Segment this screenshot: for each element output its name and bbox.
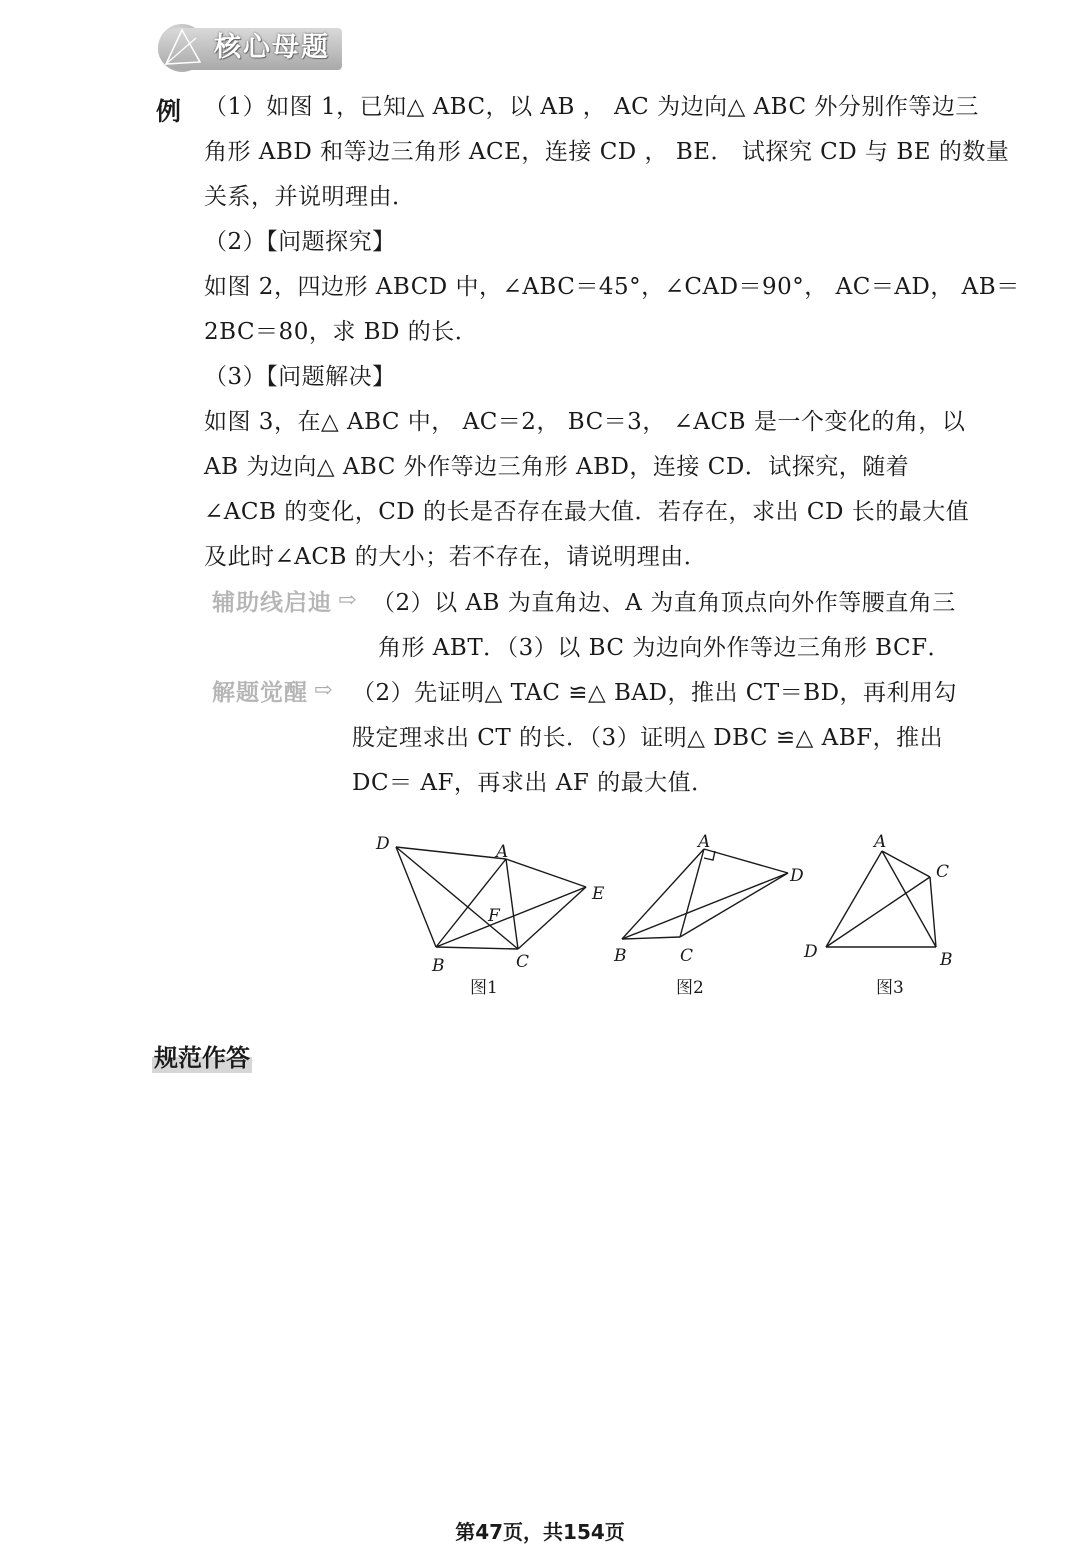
problem-line: 如图 2，四边形 ABCD 中，∠ABC＝45°，∠CAD＝90°， AC＝AD， AB＝ [204,274,1020,300]
fig1-label-C: C [516,952,530,972]
fig1-label-E: E [592,884,605,904]
fig3-label-D: D [804,942,818,962]
solution-idea-line: 股定理求出 CT 的长．（3）证明△ DBC ≌△ ABF，推出 [352,725,944,751]
problem-line: AB 为边向△ ABC 外作等边三角形 ABD，连接 CD．试探究，随着 [204,454,910,480]
fig3-label-B: B [940,950,953,970]
problem-line: ∠ACB 的变化，CD 的长是否存在最大值．若存在，求出 CD 长的最大值 [204,499,970,525]
fig1-label-D: D [376,834,390,854]
fig3-label-C: C [936,862,950,882]
fig2-label-B: B [614,946,627,966]
figure-1 [396,847,586,949]
problem-line: 角形 ABD 和等边三角形 ACE，连接 CD ， BE． 试探究 CD 与 BE 的数量 [204,139,1010,165]
fig2-label-A: A [698,832,711,852]
problem-line: （3）【问题解决】 [204,364,396,390]
answer-section-title: 规范作答 [152,1038,252,1073]
page-footer: 第47页，共154页 [455,1520,625,1544]
fig1-label-F: F [488,906,500,926]
solution-arrow-icon: ⇨ [314,678,333,703]
fig2-label-D: D [790,866,804,886]
solution-idea-label: 解题觉醒 [212,680,308,706]
geometry-figures [360,825,980,1005]
problem-line: 及此时∠ACB 的大小；若不存在，请说明理由． [204,544,708,570]
fig1-label-B: B [432,956,445,976]
hint-label: 辅助线启迪 [212,590,332,616]
triangle-emblem-icon [158,24,206,72]
fig1-label-A: A [496,842,509,862]
hint-arrow-icon: ⇨ [338,588,357,613]
solution-idea-line: DC＝ AF，再求出 AF 的最大值． [352,770,715,796]
fig1-caption: 图1 [470,978,498,998]
figure-3 [826,851,936,947]
solution-idea-line: （2）先证明△ TAC ≌△ BAD，推出 CT＝BD，再利用勾 [352,680,958,706]
hint-line: （2）以 AB 为直角边、A 为直角顶点向外作等腰直角三 [372,590,956,616]
fig2-caption: 图2 [676,978,704,998]
banner-title: 核心母题 [214,32,330,63]
fig3-label-A: A [874,832,887,852]
problem-line: 2BC＝80，求 BD 的长． [204,319,479,345]
problem-line: （1）如图 1，已知△ ABC，以 AB ， AC 为边向△ ABC 外分别作等边三 [204,94,979,120]
fig3-caption: 图3 [876,978,904,998]
hint-line: 角形 ABT．（3）以 BC 为边向外作等边三角形 BCF． [378,635,952,661]
figure-2 [622,849,788,939]
problem-line: 如图 3，在△ ABC 中， AC＝2， BC＝3， ∠ACB 是一个变化的角，以 [204,409,966,435]
problem-line: 关系，并说明理由． [204,184,416,210]
example-mark: 例 [156,97,182,126]
problem-line: （2）【问题探究】 [204,229,396,255]
fig2-label-C: C [680,946,694,966]
